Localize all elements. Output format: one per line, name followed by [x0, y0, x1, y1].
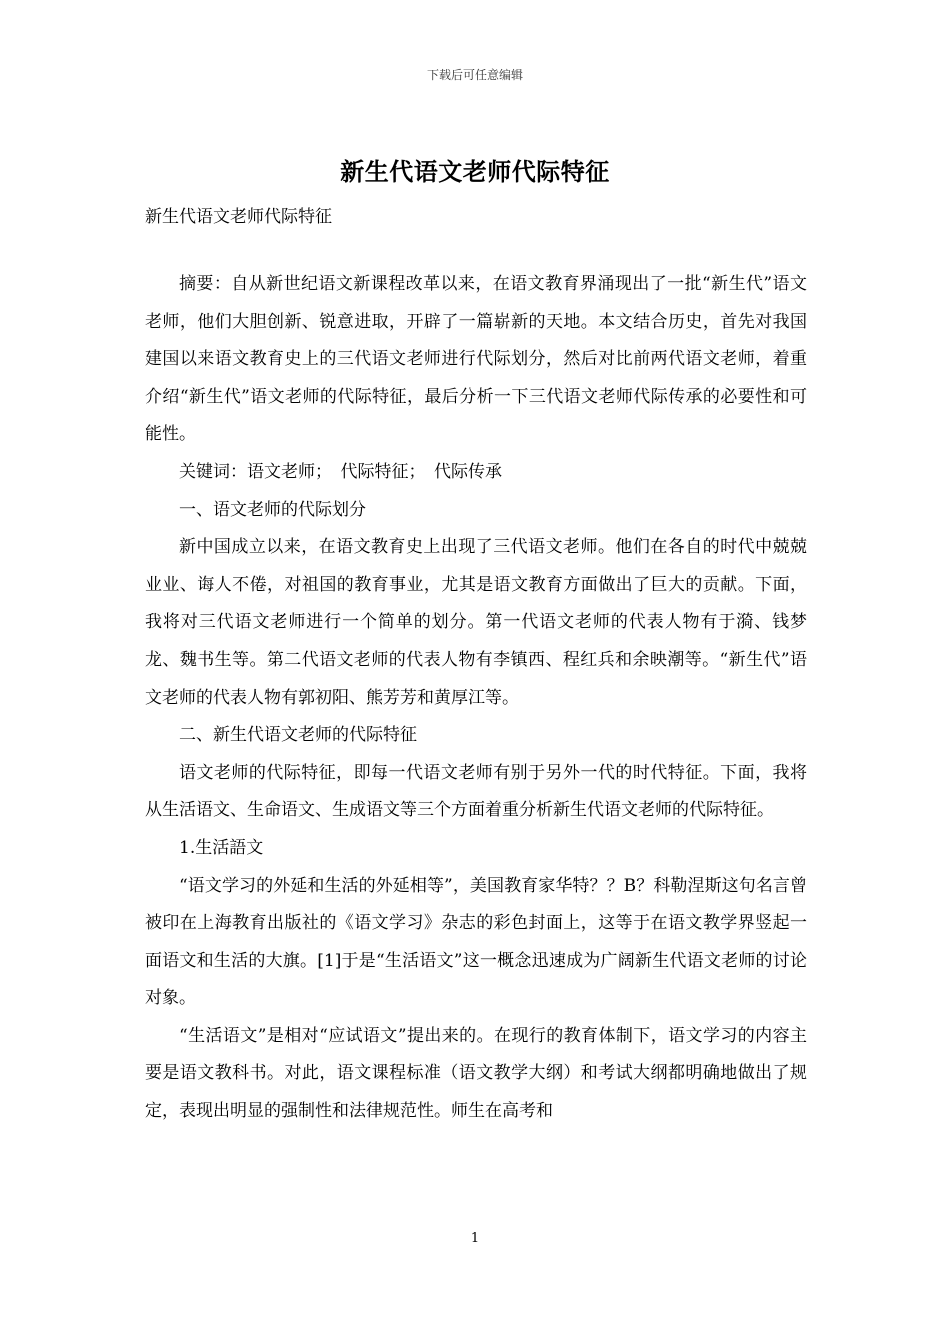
header-note: 下载后可任意编辑 [426, 68, 523, 82]
section-heading-1: 一、语文老师的代际划分 [179, 499, 366, 520]
document-body [145, 266, 807, 1131]
keywords-paragraph: 关键词：语文老师； 代际特征； 代际传承 [179, 461, 502, 482]
body-paragraph: 新中国成立以来，在语文教育史上出现了三代语文老师。他们在各自的时代中兢兢业业、诲人不倦，对祖国的教育事业，尤其是语文教育方面做出了巨大的贡献。下面，我将对三代语文老师进行一个简单的划分。第一代语文老师的代表人物有于漪、钱梦龙、魏书生等。第二代语文老师的代表人物有李镇西、程红兵和余映潮等。“新生代”语文老师的代表人物有郭初阳、熊芳芳和黄厚江等。 [145, 537, 807, 708]
page-number: 1 [470, 1231, 480, 1246]
body-paragraph: “生活语文”是相对“应试语文”提出来的。在现行的教育体制下，语文学习的内容主要是语文教科书。对此，语文课程标准（语文教学大纲）和考试大纲都明确地做出了规定，表现出明显的强制性和法律规范性。师生在高考和 [145, 1025, 807, 1122]
abstract-paragraph: 摘要：自从新世纪语文新课程改革以来，在语文教育界涌现出了一批“新生代”语文老师，他们大胆创新、锐意进取，开辟了一篇崭新的天地。本文结合历史，首先对我国建国以来语文教育史上的三代语文老师进行代际划分，然后对比前两代语文老师，着重介绍“新生代”语文老师的代际特征，最后分析一下三代语文老师代际传承的必要性和可能性。 [145, 274, 807, 445]
subsection-heading-1: 1.生活語文 [179, 837, 264, 858]
body-paragraph: 语文老师的代际特征，即每一代语文老师有别于另外一代的时代特征。下面，我将从生活语文、生命语文、生成语文等三个方面着重分析新生代语文老师的代际特征。 [145, 762, 807, 821]
document-title: 新生代语文老师代际特征 [340, 157, 610, 186]
body-paragraph: “语文学习的外延和生活的外延相等”，美国教育家华特？？B？科勒涅斯这句名言曾被印在上海教育出版社的《语文学习》杂志的彩色封面上，这等于在语文教学界竖起一面语文和生活的大旗。[1]于是“生活语文”这一概念迅速成为广阔新生代语文老师的讨论对象。 [145, 875, 807, 1009]
section-heading-2: 二、新生代语文老师的代际特征 [179, 725, 417, 746]
document-subtitle: 新生代语文老师代际特征 [145, 207, 332, 227]
